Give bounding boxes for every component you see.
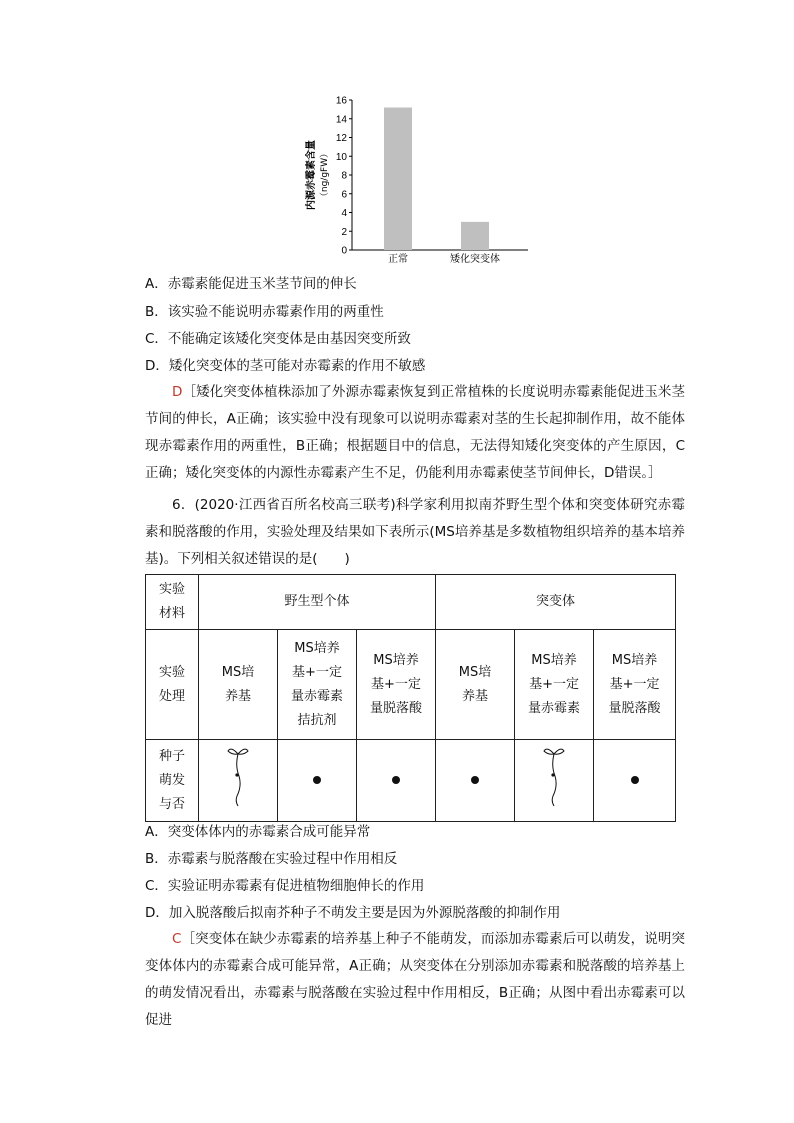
result-cell bbox=[357, 740, 436, 822]
table-row-material bbox=[146, 575, 676, 630]
x-category-label: 矮化突变体 bbox=[450, 254, 500, 265]
result-cell bbox=[515, 740, 594, 822]
q5-option-c: C．不能确定该矮化突变体是由基因突变所致 bbox=[145, 331, 411, 347]
treatment-cell: MS培 养基 bbox=[199, 630, 278, 740]
q6-explanation bbox=[145, 926, 685, 1034]
q5-option-b: B．该实验不能说明赤霉素作用的两重性 bbox=[145, 304, 384, 320]
no-germination-dot bbox=[392, 776, 400, 784]
y-tick-label: 10 bbox=[335, 151, 347, 163]
y-tick-label: 8 bbox=[341, 170, 347, 182]
group-mutant: 突变体 bbox=[436, 575, 676, 630]
q6-stem-text: 6．(2020·江西省百所名校高三联考)科学家利用拟南芥野生型个体和突变体研究赤霉素和脱落酸的作用，实验处理及结果如下表所示(MS培养基是多数植物组织培养的基本培养基)。下列相关叙述错误的是( ) bbox=[145, 497, 685, 567]
result-cell bbox=[436, 740, 515, 822]
q6-stem bbox=[145, 492, 685, 573]
q6-explanation-text: ［突变体在缺少赤霉素的培养基上种子不能萌发，而添加赤霉素后可以萌发，说明突变体体内的赤霉素合成可能异常，A正确；从突变体在分别添加赤霉素和脱落酸的培养基上的萌发情况看出，赤霉素与脱落酸在实验过程中作用相反，B正确；从图中看出赤霉素可以促进 bbox=[145, 931, 685, 1028]
y-tick-label: 6 bbox=[341, 189, 347, 201]
q6-answer-letter: C bbox=[172, 931, 182, 947]
result-cell bbox=[278, 740, 357, 822]
q6-option-a: A．突变体体内的赤霉素合成可能异常 bbox=[145, 824, 371, 840]
bar-2 bbox=[461, 222, 489, 250]
y-tick-label: 2 bbox=[341, 226, 347, 238]
y-axis-title-line1: 内源赤霉素含量 bbox=[306, 140, 317, 210]
q5-explanation-text: ［矮化突变体植株添加了外源赤霉素恢复到正常植株的长度说明赤霉素能促进玉米茎节间的伸长，A正确；该实验中没有现象可以说明赤霉素对茎的生长起抑制作用，故不能体现赤霉素作用的两重性，B正确；根据题目中的信息，无法得知矮化突变体的产生原因，C正确；矮化突变体的内源性赤霉素产生不足，仍能利用赤霉素使茎节间伸长，D错误。］ bbox=[145, 384, 685, 481]
result-cell bbox=[199, 740, 278, 822]
row-header-treatment: 实验 处理 bbox=[146, 630, 199, 740]
no-germination-dot bbox=[631, 776, 639, 784]
treatment-cell: MS培养 基+一定 量赤霉素 拮抗剂 bbox=[278, 630, 357, 740]
y-tick-label: 14 bbox=[335, 114, 347, 126]
y-axis-title-line2: （ng/gFW） bbox=[320, 148, 330, 202]
seedling-icon bbox=[225, 744, 251, 808]
gibberellin-bar-chart bbox=[300, 90, 530, 270]
q6-option-b: B．赤霉素与脱落酸在实验过程中作用相反 bbox=[145, 851, 398, 867]
q5-option-a: A．赤霉素能促进玉米茎节间的伸长 bbox=[145, 276, 357, 292]
y-tick-label: 16 bbox=[335, 95, 347, 107]
bar-1 bbox=[384, 108, 412, 251]
y-tick-label: 0 bbox=[341, 245, 347, 257]
q6-option-d: D．加入脱落酸后拟南芥种子不萌发主要是因为外源脱落酸的抑制作用 bbox=[145, 905, 561, 921]
q5-answer-letter: D bbox=[172, 384, 183, 400]
treatment-cell: MS培养 基+一定 量脱落酸 bbox=[357, 630, 436, 740]
treatment-cell: MS培 养基 bbox=[436, 630, 515, 740]
no-germination-dot bbox=[471, 776, 479, 784]
group-wild-type: 野生型个体 bbox=[199, 575, 436, 630]
y-tick-label: 12 bbox=[335, 133, 347, 144]
row-header-germination: 种子 萌发 与否 bbox=[146, 740, 199, 822]
q5-explanation bbox=[145, 379, 685, 487]
table-row-treatment bbox=[146, 630, 676, 740]
x-category-label: 正常 bbox=[388, 254, 408, 265]
y-tick-label: 4 bbox=[341, 208, 347, 219]
result-cell bbox=[594, 740, 676, 822]
q6-option-c: C．实验证明赤霉素有促进植物细胞伸长的作用 bbox=[145, 878, 425, 894]
table-row-result bbox=[146, 740, 676, 822]
q5-option-d: D．矮化突变体的茎可能对赤霉素的作用不敏感 bbox=[145, 358, 426, 374]
y-axis-title bbox=[304, 140, 330, 210]
no-germination-dot bbox=[313, 776, 321, 784]
treatment-cell: MS培养 基+一定 量赤霉素 bbox=[515, 630, 594, 740]
experiment-table bbox=[145, 574, 676, 822]
row-header-material: 实验 材料 bbox=[146, 575, 199, 630]
seedling-icon bbox=[541, 744, 567, 808]
treatment-cell: MS培养 基+一定 量脱落酸 bbox=[594, 630, 676, 740]
